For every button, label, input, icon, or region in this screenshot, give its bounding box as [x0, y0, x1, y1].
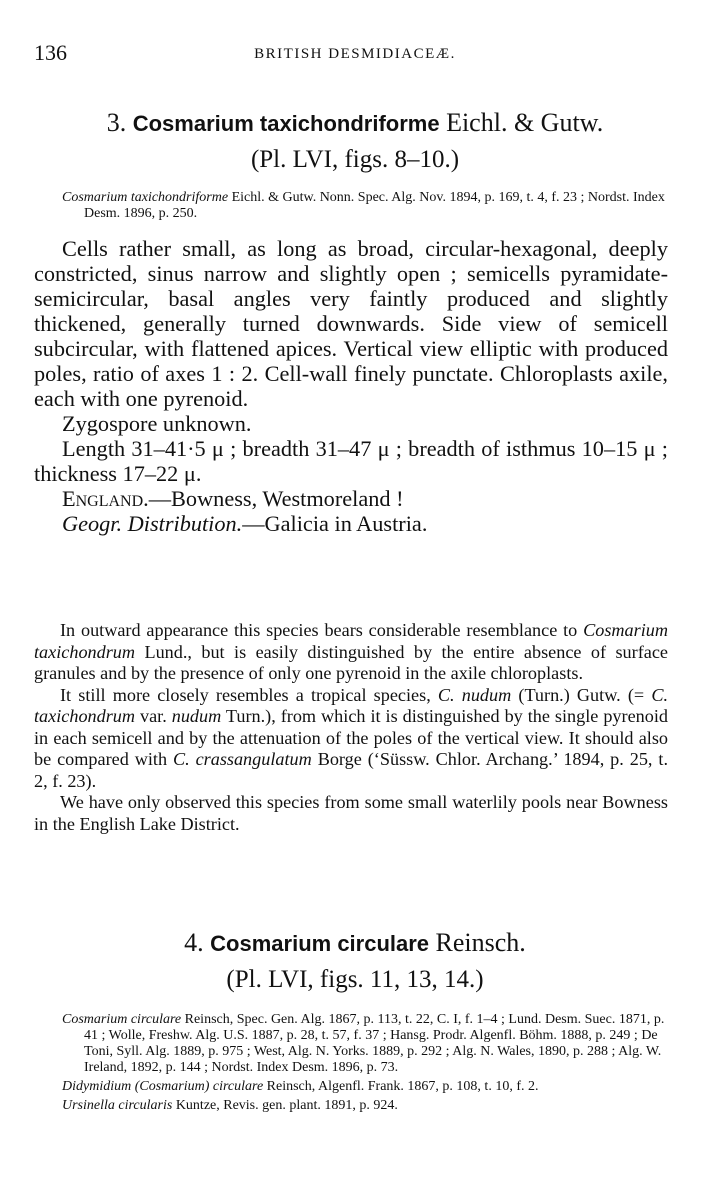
synonym-name: Didymidium (Cosmarium) circulare — [62, 1079, 264, 1094]
species-3-number: 3. — [106, 108, 127, 137]
synonym-reference: Eichl. & Gutw. Nonn. Spec. Alg. Nov. 1894, p. 169, t. 4, f. 23 ; Nordst. Index Desm. 1896, p. 250. — [84, 190, 665, 221]
synonym-name: Ursinella circularis — [62, 1098, 173, 1113]
species-4-plate: (Pl. LVI, figs. 11, 13, 14.) — [226, 966, 484, 993]
synonym-name: Cosmarium taxichondriforme — [62, 190, 229, 205]
species-4-name: Cosmarium circulare — [210, 931, 430, 956]
synonym-entry — [62, 1079, 676, 1095]
synonym-entry — [62, 190, 676, 222]
species-4-number: 4. — [184, 928, 204, 957]
measurements: Length 31–41·5 μ ; breadth 31–47 μ ; breadth of isthmus 10–15 μ ; thickness 17–22 μ. — [34, 436, 668, 486]
species-3-name: Cosmarium taxichondriforme — [132, 111, 440, 136]
page-header — [34, 40, 676, 70]
locality-text: —Bowness, Westmoreland ! — [148, 486, 404, 511]
species-3-description — [34, 236, 668, 536]
discussion-paragraph: We have only observed this species from some small waterlily pools near Bowness in the English Lake District. — [34, 792, 668, 834]
running-title: BRITISH DESMIDIACEÆ. — [254, 46, 456, 62]
synonym-reference: Reinsch, Algenfl. Frank. 1867, p. 108, t. 10, f. 2. — [266, 1079, 539, 1094]
species-3-discussion — [34, 620, 668, 835]
species-4-synonymy — [62, 1012, 676, 1117]
synonym-name: Cosmarium circulare — [62, 1012, 182, 1027]
species-4-heading — [34, 928, 676, 958]
synonym-reference: Kuntze, Revis. gen. plant. 1891, p. 924. — [175, 1098, 398, 1113]
locality-line — [34, 486, 668, 511]
species-3-plate: (Pl. LVI, figs. 8–10.) — [250, 146, 460, 173]
description-paragraph: Cells rather small, as long as broad, circular-hexagonal, deeply constricted, sinus narrow and slightly open ; semicells pyramidate-semicircular, basal angles very faintly produced and slightly thickened, generally turned downwards. Side view of semicell subcircular, with flattened apices. Vertical view elliptic with produced poles, ratio of axes 1 : 2. Cell-wall finely punctate. Chloroplasts axile, each with one pyrenoid. — [34, 236, 668, 411]
synonym-reference: Reinsch, Spec. Gen. Alg. 1867, p. 113, t. 22, C. I, f. 1–4 ; Lund. Desm. Suec. 1871, p. 41 ; Wolle, Freshw. Alg. U.S. 1887, p. 28, t. 57, f. 37 ; Hansg. Prodr. Algenfl. Böhm. 1888, p. 249 ; De Toni, Syll. Alg. 1889, p. 975 ; West, Alg. N. Yorks. 1889, p. 292 ; Alg. N. Wales, 1890, p. 288 ; Alg. W. Ireland, 1892, p. 144 ; Nordst. Index Desm. 1896, p. 73. — [84, 1012, 665, 1075]
zygospore-note: Zygospore unknown. — [62, 411, 252, 436]
discussion-paragraph: In outward appearance this species bears considerable resemblance to Cosmarium taxichondrum Lund., but is easily distinguished by the entire absence of surface granules and by the presence of only one pyrenoid in the axile chloroplasts. — [34, 620, 668, 683]
distribution-text: —Galicia in Austria. — [242, 511, 428, 536]
distribution-line — [34, 511, 668, 536]
species-3-authority: Eichl. & Gutw. — [446, 108, 604, 137]
synonym-entry — [62, 1098, 676, 1114]
synonym-entry — [62, 1012, 676, 1076]
distribution-label: Geogr. Distribution. — [62, 511, 243, 536]
discussion-paragraph: It still more closely resembles a tropical species, C. nudum (Turn.) Gutw. (= C. taxichondrum var. nudum Turn.), from which it is distinguished by the single pyrenoid in each semicell and by the attenuation of the poles of the vertical view. It should also be compared with C. crassangulatum Borge (‘Süssw. Chlor. Archang.’ 1894, p. 25, t. 2, f. 23). — [34, 684, 669, 791]
species-4-authority: Reinsch. — [435, 928, 526, 957]
species-3-synonymy — [62, 190, 676, 225]
locality-label: England. — [62, 486, 149, 511]
species-3-heading — [34, 108, 676, 138]
page-number: 136 — [34, 40, 67, 65]
